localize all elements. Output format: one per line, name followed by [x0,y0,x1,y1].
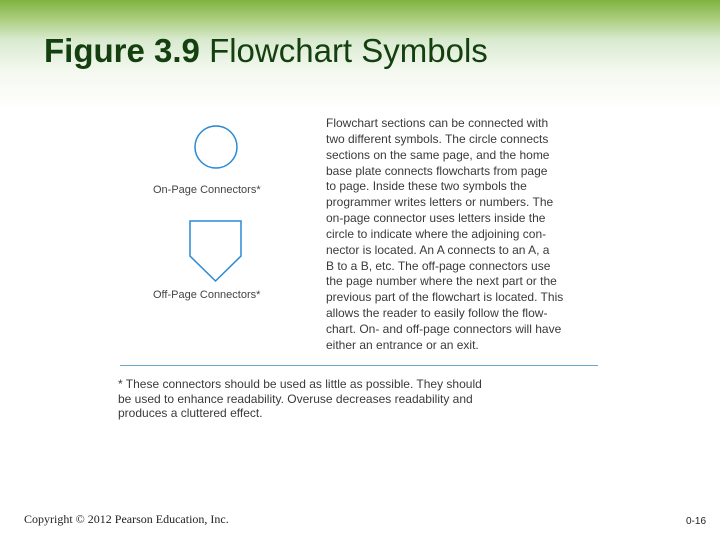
on-page-connector-icon [195,126,237,168]
title-text: Flowchart Symbols [209,32,488,69]
description-line: the page number where the next part or the [326,274,557,289]
description-line: B to a B, etc. The off-page connectors use [326,258,551,273]
off-page-connector-label: Off-Page Connectors* [153,289,261,301]
off-page-connector-icon [190,221,241,281]
description-line: sections on the same page, and the home [326,147,550,162]
description-line: on-page connector uses letters inside the [326,211,546,226]
connector-symbols [140,120,300,310]
description-line: chart. On- and off-page connectors will have [326,321,562,336]
description-line: base plate connects flowcharts from page [326,163,548,178]
description-line: nector is located. An A connects to an A, a [326,242,550,257]
description-line: previous part of the flowchart is located. This [326,290,564,305]
slide-title [44,32,488,70]
description-line: allows the reader to easily follow the flow- [326,306,548,321]
description-text [326,116,598,354]
connector-symbols-drawing [140,120,300,310]
copyright-notice: Copyright © 2012 Pearson Education, Inc. [24,512,229,526]
on-page-connector-label: On-Page Connectors* [153,184,261,196]
footnote-line: * These connectors should be used as little as possible. They should [118,377,482,391]
description-line: programmer writes letters or numbers. The [326,195,554,210]
title-figure-number: Figure 3.9 [44,32,200,69]
description-line: circle to indicate where the adjoining con- [326,226,547,241]
description-line: Flowchart sections can be connected with [326,116,549,130]
footnote-line: be used to enhance readability. Overuse decreases readability and [118,391,473,406]
description-line: either an entrance or an exit. [326,337,479,352]
description-line: to page. Inside these two symbols the [326,179,527,194]
divider-rule [120,365,598,366]
slide-number: 0-16 [685,516,706,527]
footnote-line: produces a cluttered effect. [118,406,263,421]
description-line: two different symbols. The circle connects [326,131,549,146]
footnote [118,377,538,421]
